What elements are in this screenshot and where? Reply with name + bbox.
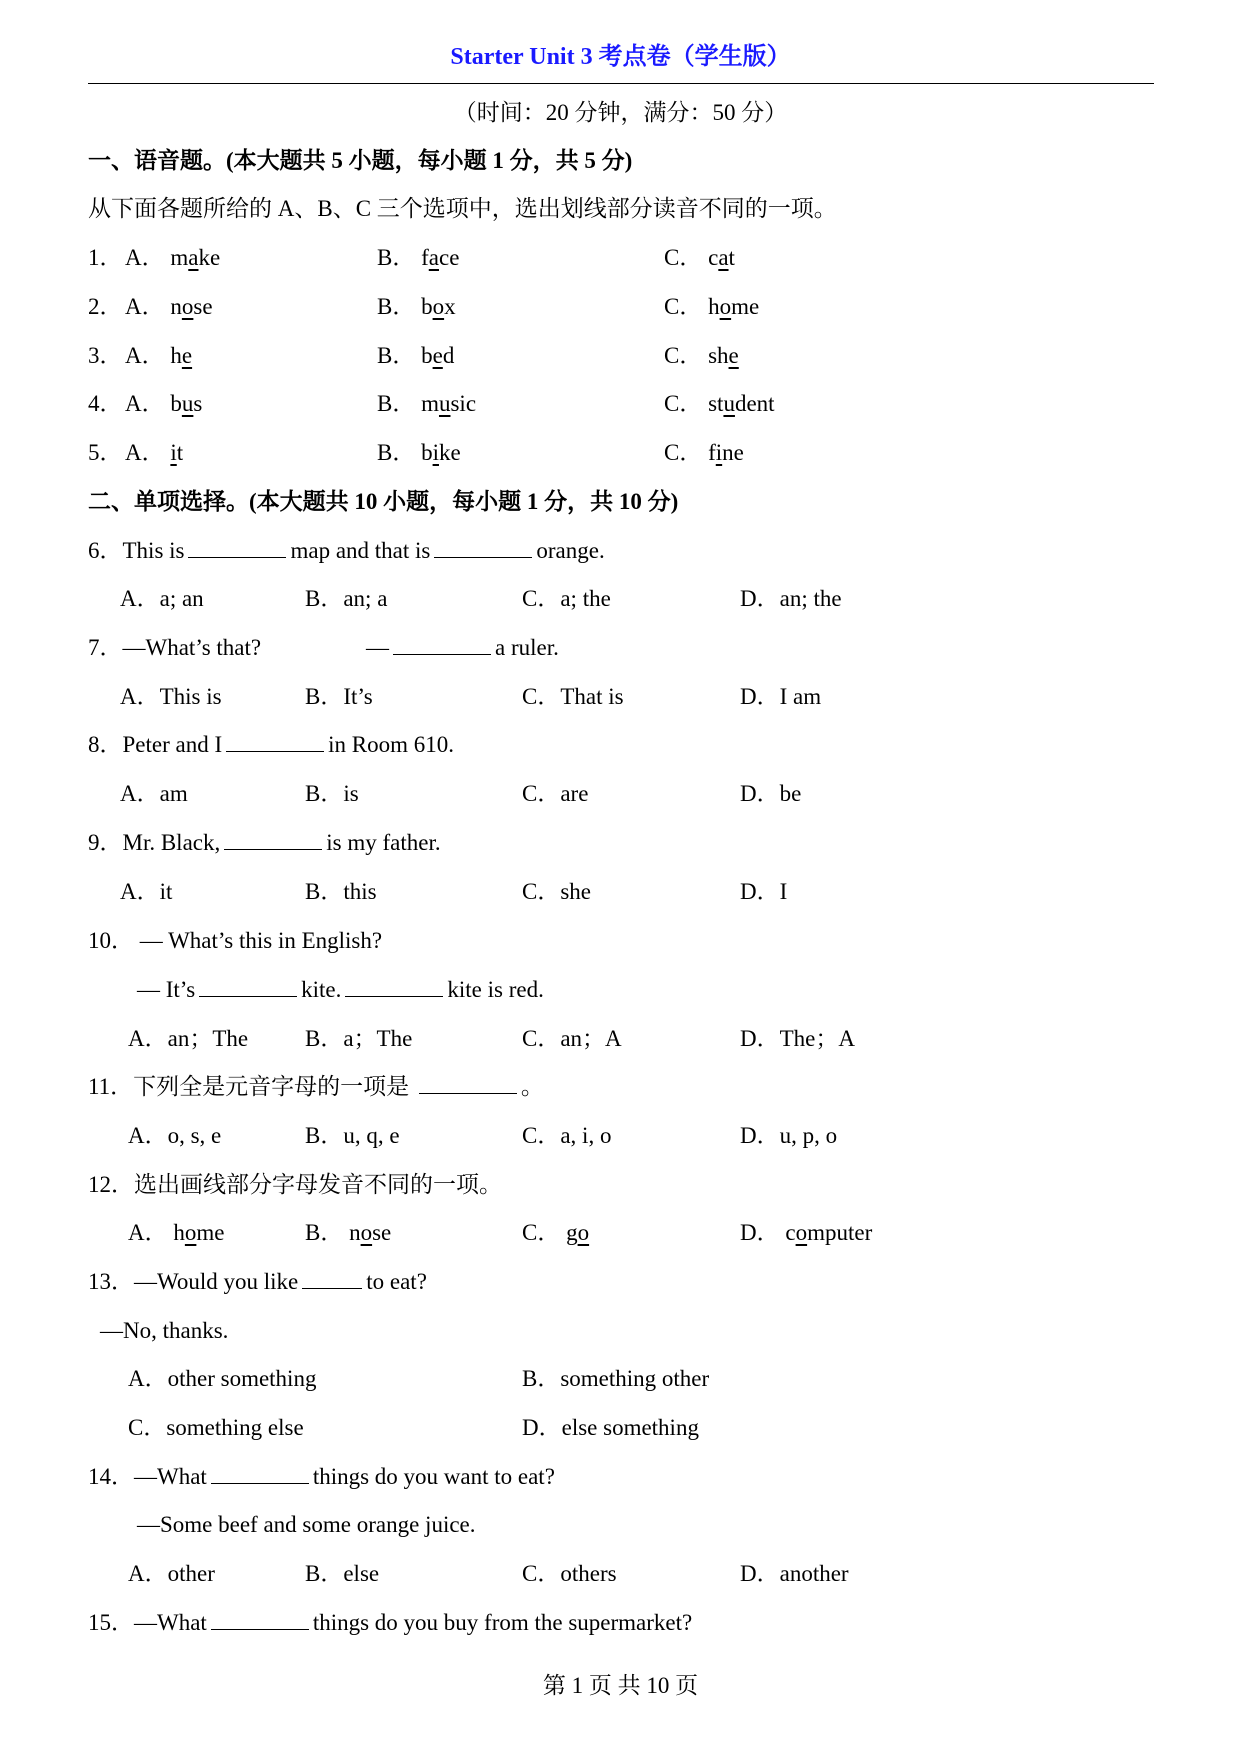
option-b[interactable]: B．an; a <box>305 586 388 611</box>
option-b[interactable]: B． box <box>377 294 456 319</box>
page-title: Starter Unit 3 考点卷（学生版） <box>450 44 791 70</box>
option-d[interactable]: D． computer <box>740 1220 873 1245</box>
page-footer: 第 1 页 共 10 页 <box>542 1673 699 1698</box>
section1-instruction: 从下面各题所给的 A、B、C 三个选项中，选出划线部分读音不同的一项。 <box>88 196 837 221</box>
option-c[interactable]: C．That is <box>522 684 624 709</box>
option-c[interactable]: C．others <box>522 1561 617 1586</box>
answer-blank[interactable] <box>302 1268 362 1289</box>
section2-heading: 二、单项选择。(本大题共 10 小题，每小题 1 分，共 10 分) <box>88 489 679 514</box>
option-d[interactable]: D．an; the <box>740 586 842 611</box>
option-b[interactable]: B． face <box>377 245 460 270</box>
option-a[interactable]: A．it <box>120 879 173 904</box>
question-11-stem: 11．下列全是元音字母的一项是 。 <box>88 1074 544 1099</box>
option-a[interactable]: A．This is <box>120 684 222 709</box>
option-c[interactable]: C．something else <box>128 1415 304 1440</box>
option-a[interactable]: A．other <box>128 1561 215 1586</box>
option-b[interactable]: B．else <box>305 1561 380 1586</box>
answer-blank[interactable] <box>226 731 324 752</box>
option-c[interactable]: C．are <box>522 781 589 806</box>
option-b[interactable]: B．a；The <box>305 1026 413 1051</box>
answer-blank[interactable] <box>224 829 322 850</box>
option-d[interactable]: D．another <box>740 1561 849 1586</box>
option-a[interactable]: A． nose <box>125 294 213 319</box>
option-a[interactable]: A． make <box>125 245 221 270</box>
question-12-stem: 12．选出画线部分字母发音不同的一项。 <box>88 1172 502 1197</box>
question-number: 4． <box>88 391 123 416</box>
option-c[interactable]: C． she <box>664 343 739 368</box>
option-a[interactable]: A．a; an <box>120 586 204 611</box>
answer-blank[interactable] <box>393 634 491 655</box>
option-a[interactable]: A．am <box>120 781 188 806</box>
option-a[interactable]: A．an；The <box>128 1026 249 1051</box>
answer-blank[interactable] <box>345 976 443 997</box>
option-b[interactable]: B．something other <box>522 1366 710 1391</box>
option-b[interactable]: B． music <box>377 391 477 416</box>
question-14-reply: —Some beef and some orange juice. <box>137 1512 476 1537</box>
option-c[interactable]: C． home <box>664 294 760 319</box>
option-b[interactable]: B． bike <box>377 440 461 465</box>
question-7-stem: 7．—What’s that? <box>88 635 262 660</box>
answer-blank[interactable] <box>211 1463 309 1484</box>
question-number: 1． <box>88 245 123 270</box>
question-15-stem: 15．—What things do you buy from the supermarket? <box>88 1610 693 1635</box>
option-b[interactable]: B．It’s <box>305 684 373 709</box>
question-number: 3． <box>88 343 123 368</box>
option-c[interactable]: C．an；A <box>522 1026 622 1051</box>
time-note: （时间：20 分钟，满分：50 分） <box>453 100 788 125</box>
option-c[interactable]: C．a; the <box>522 586 611 611</box>
option-a[interactable]: A． he <box>125 343 193 368</box>
option-c[interactable]: C． student <box>664 391 775 416</box>
question-13-reply: —No, thanks. <box>100 1318 229 1343</box>
question-10-stem: 10． — What’s this in English? <box>88 928 383 953</box>
option-b[interactable]: B． bed <box>377 343 455 368</box>
option-a[interactable]: A． it <box>125 440 184 465</box>
answer-blank[interactable] <box>419 1073 517 1094</box>
answer-blank[interactable] <box>188 537 286 558</box>
option-a[interactable]: A． bus <box>125 391 203 416</box>
option-b[interactable]: B．u, q, e <box>305 1123 400 1148</box>
question-9-stem: 9．Mr. Black, is my father. <box>88 830 441 855</box>
question-8-stem: 8．Peter and I in Room 610. <box>88 732 455 757</box>
option-c[interactable]: C．she <box>522 879 591 904</box>
option-a[interactable]: A．other something <box>128 1366 317 1391</box>
option-d[interactable]: D．u, p, o <box>740 1123 838 1148</box>
option-a[interactable]: A． home <box>128 1220 225 1245</box>
option-d[interactable]: D．be <box>740 781 802 806</box>
answer-blank[interactable] <box>211 1609 309 1630</box>
option-c[interactable]: C． cat <box>664 245 735 270</box>
section1-heading: 一、语音题。(本大题共 5 小题，每小题 1 分，共 5 分) <box>88 148 633 173</box>
option-d[interactable]: D．I <box>740 879 788 904</box>
option-c[interactable]: C． fine <box>664 440 744 465</box>
answer-blank[interactable] <box>199 976 297 997</box>
answer-blank[interactable] <box>434 537 532 558</box>
option-b[interactable]: B． nose <box>305 1220 392 1245</box>
option-c[interactable]: C． go <box>522 1220 590 1245</box>
option-d[interactable]: D．The；A <box>740 1026 855 1051</box>
question-number: 2． <box>88 294 123 319</box>
option-c[interactable]: C．a, i, o <box>522 1123 612 1148</box>
option-a[interactable]: A．o, s, e <box>128 1123 222 1148</box>
option-b[interactable]: B．is <box>305 781 359 806</box>
question-7-answer: — a ruler. <box>366 635 559 660</box>
question-13-stem: 13．—Would you like to eat? <box>88 1269 427 1294</box>
option-d[interactable]: D．I am <box>740 684 822 709</box>
question-10-answer: — It’s kite. kite is red. <box>137 977 544 1002</box>
option-b[interactable]: B．this <box>305 879 377 904</box>
question-14-stem: 14．—What things do you want to eat? <box>88 1464 555 1489</box>
header-divider <box>88 83 1154 84</box>
question-6-stem: 6．This is map and that is orange. <box>88 538 605 563</box>
question-number: 5． <box>88 440 123 465</box>
option-d[interactable]: D．else something <box>522 1415 699 1440</box>
